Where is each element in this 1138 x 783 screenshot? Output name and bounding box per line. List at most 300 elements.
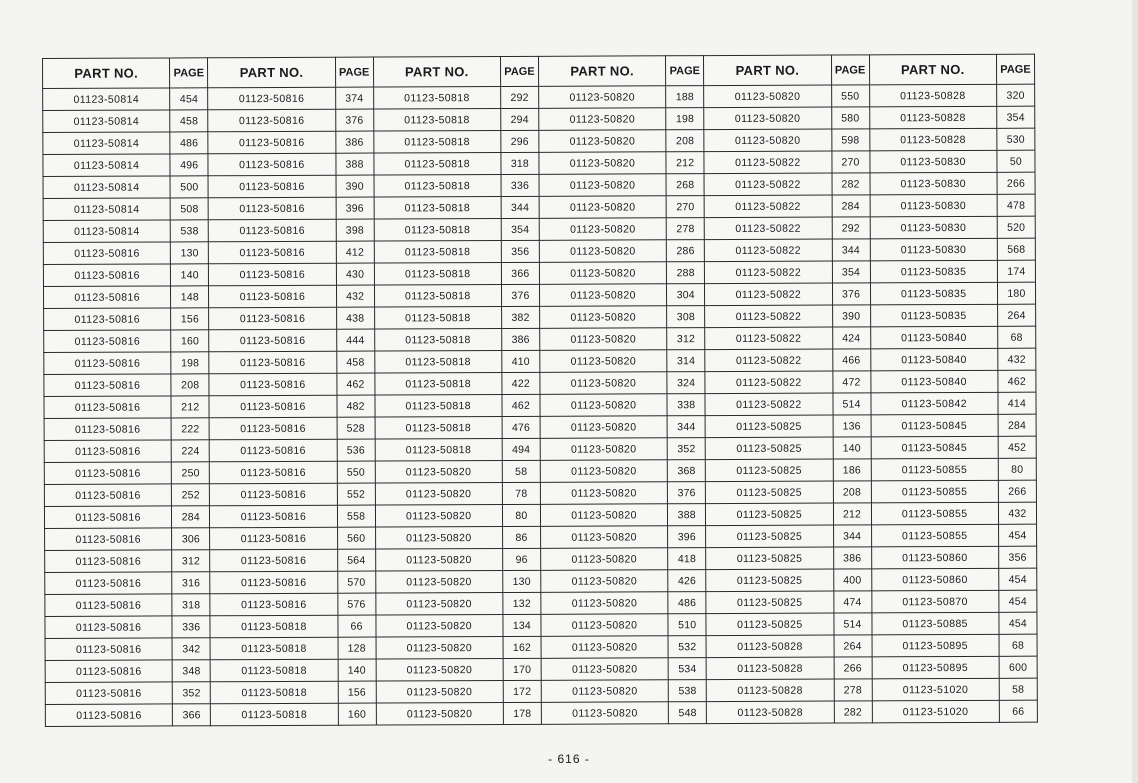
part-number-cell: 01123-50820 xyxy=(375,526,502,549)
page-number-cell: 412 xyxy=(336,241,374,263)
page-number-cell: 282 xyxy=(832,173,870,195)
page-number-cell: 270 xyxy=(666,196,704,218)
part-number-cell: 01123-50885 xyxy=(871,612,998,635)
part-number-cell: 01123-50895 xyxy=(872,634,999,657)
part-number-cell: 01123-50835 xyxy=(870,282,997,305)
page-number-cell: 354 xyxy=(501,218,539,240)
page-number-cell: 356 xyxy=(998,546,1036,568)
page-number-cell: 500 xyxy=(170,176,208,198)
page-number-cell: 410 xyxy=(502,350,540,372)
part-number-cell: 01123-50820 xyxy=(541,614,668,637)
part-number-cell: 01123-50820 xyxy=(539,108,666,131)
page-number-cell: 178 xyxy=(503,702,541,724)
page-number-cell: 376 xyxy=(501,284,539,306)
page-number-cell: 466 xyxy=(832,349,870,371)
page-number-cell: 172 xyxy=(503,680,541,702)
part-number-cell: 01123-50822 xyxy=(704,151,831,174)
page-number-cell: 432 xyxy=(998,348,1036,370)
part-number-cell: 01123-50820 xyxy=(540,394,667,417)
page-number-cell: 348 xyxy=(172,660,210,682)
page-number-cell: 474 xyxy=(833,591,871,613)
page-number-cell: 316 xyxy=(172,572,210,594)
page-number-cell: 576 xyxy=(337,593,375,615)
part-number-cell: 01123-50820 xyxy=(541,658,668,681)
part-number-cell: 01123-50820 xyxy=(540,460,667,483)
page-number-cell: 162 xyxy=(503,636,541,658)
page-number-cell: 598 xyxy=(831,129,869,151)
page-number-cell: 356 xyxy=(501,240,539,262)
page-number-cell: 388 xyxy=(335,153,373,175)
page-number-cell: 198 xyxy=(666,108,704,130)
page-number-cell: 304 xyxy=(667,284,705,306)
part-number-cell: 01123-50860 xyxy=(871,546,998,569)
part-number-cell: 01123-50818 xyxy=(210,615,337,638)
page-number-cell: 68 xyxy=(997,326,1035,348)
part-number-cell: 01123-50816 xyxy=(209,241,336,264)
page-number-cell: 66 xyxy=(999,700,1037,722)
part-number-cell: 01123-50816 xyxy=(208,197,335,220)
page-number-cell: 212 xyxy=(171,396,209,418)
part-number-cell: 01123-50816 xyxy=(44,396,171,419)
part-number-cell: 01123-50816 xyxy=(45,660,172,683)
header-page: PAGE xyxy=(666,56,704,86)
header-part-no: PART NO. xyxy=(208,57,335,88)
part-number-cell: 01123-50820 xyxy=(540,328,667,351)
part-number-cell: 01123-50820 xyxy=(540,438,667,461)
part-number-cell: 01123-50814 xyxy=(43,154,170,177)
part-number-cell: 01123-50855 xyxy=(871,524,998,547)
part-number-cell: 01123-50895 xyxy=(872,656,999,679)
part-number-cell: 01123-50828 xyxy=(706,657,833,680)
part-number-cell: 01123-50816 xyxy=(210,527,337,550)
page-number-cell: 128 xyxy=(338,637,376,659)
part-number-cell: 01123-50820 xyxy=(541,702,668,725)
page-number-cell: 548 xyxy=(669,702,707,724)
part-number-cell: 01123-50842 xyxy=(871,392,998,415)
part-number-cell: 01123-50816 xyxy=(209,351,336,374)
part-number-cell: 01123-50814 xyxy=(43,132,170,155)
page-edge xyxy=(1132,0,1138,783)
page-number-cell: 558 xyxy=(337,505,375,527)
part-number-cell: 01123-50818 xyxy=(375,416,502,439)
page-number-cell: 148 xyxy=(171,286,209,308)
page-number-cell: 352 xyxy=(667,438,705,460)
part-number-cell: 01123-50814 xyxy=(43,88,170,111)
part-number-cell: 01123-50818 xyxy=(373,108,500,131)
part-number-cell: 01123-50825 xyxy=(706,525,833,548)
page-number-cell: 458 xyxy=(336,351,374,373)
page-number-cell: 354 xyxy=(832,261,870,283)
page-number-cell: 266 xyxy=(997,172,1035,194)
page-number-cell: 476 xyxy=(502,416,540,438)
page-number-cell: 494 xyxy=(502,438,540,460)
page-number-cell: 452 xyxy=(998,436,1036,458)
page-number-cell: 186 xyxy=(833,459,871,481)
page-number-cell: 454 xyxy=(998,524,1036,546)
page-number-cell: 58 xyxy=(999,678,1037,700)
page-number-cell: 462 xyxy=(336,373,374,395)
part-number-cell: 01123-50816 xyxy=(44,308,171,331)
page-number-cell: 284 xyxy=(998,414,1036,436)
part-number-cell: 01123-50816 xyxy=(210,483,337,506)
page-number-cell: 472 xyxy=(832,371,870,393)
page-number-cell: 568 xyxy=(997,238,1035,260)
page-number-cell: 478 xyxy=(997,194,1035,216)
part-number-cell: 01123-50820 xyxy=(539,130,666,153)
part-number-cell: 01123-50822 xyxy=(705,239,832,262)
header-page: PAGE xyxy=(996,54,1034,84)
part-number-cell: 01123-50820 xyxy=(540,350,667,373)
table-row xyxy=(45,700,1037,726)
part-number-cell: 01123-50820 xyxy=(704,107,831,130)
page-number-cell: 454 xyxy=(170,88,208,110)
part-number-cell: 01123-50820 xyxy=(539,174,666,197)
part-number-cell: 01123-50820 xyxy=(541,570,668,593)
part-number-cell: 01123-50816 xyxy=(209,219,336,242)
part-number-cell: 01123-50830 xyxy=(870,238,997,261)
page-number-cell: 130 xyxy=(171,242,209,264)
page-number-cell: 338 xyxy=(667,394,705,416)
part-number-cell: 01123-50828 xyxy=(706,679,833,702)
page-number-cell: 268 xyxy=(666,174,704,196)
page-number-cell: 390 xyxy=(336,175,374,197)
page-number-cell: 282 xyxy=(834,701,872,723)
page-number-cell: 318 xyxy=(172,594,210,616)
page-number-cell: 530 xyxy=(997,128,1035,150)
part-number-cell: 01123-50816 xyxy=(210,505,337,528)
part-number-cell: 01123-50828 xyxy=(707,701,834,724)
page-number-cell: 68 xyxy=(999,634,1037,656)
part-number-cell: 01123-50814 xyxy=(43,110,170,133)
page-number-cell: 320 xyxy=(996,84,1034,106)
part-number-cell: 01123-50830 xyxy=(870,172,997,195)
header-page: PAGE xyxy=(500,56,538,86)
page-number-cell: 536 xyxy=(337,439,375,461)
part-number-cell: 01123-50825 xyxy=(706,547,833,570)
header-part-no: PART NO. xyxy=(43,58,170,89)
page-number-cell: 376 xyxy=(335,109,373,131)
page-number-cell: 580 xyxy=(831,107,869,129)
part-number-cell: 01123-50820 xyxy=(541,636,668,659)
part-number-cell: 01123-50816 xyxy=(209,285,336,308)
part-number-cell: 01123-50830 xyxy=(870,216,997,239)
page-number-cell: 264 xyxy=(997,304,1035,326)
page-number-cell: 560 xyxy=(337,527,375,549)
part-number-cell: 01123-50818 xyxy=(210,659,337,682)
page-number-cell: 344 xyxy=(501,196,539,218)
part-number-cell: 01123-50825 xyxy=(705,415,832,438)
page-number-cell: 462 xyxy=(502,394,540,416)
part-number-cell: 01123-50816 xyxy=(209,439,336,462)
part-number-cell: 01123-50816 xyxy=(44,506,171,529)
part-number-cell: 01123-50820 xyxy=(375,570,502,593)
part-number-cell: 01123-50820 xyxy=(540,306,667,329)
part-number-cell: 01123-50825 xyxy=(706,503,833,526)
page-number-cell: 278 xyxy=(834,679,872,701)
parts-index-table xyxy=(42,54,1038,727)
part-number-cell: 01123-50816 xyxy=(44,374,171,397)
part-number-cell: 01123-50828 xyxy=(869,128,996,151)
page-number-cell: 538 xyxy=(668,680,706,702)
page-number-cell: 534 xyxy=(668,658,706,680)
page-number-cell: 324 xyxy=(667,372,705,394)
part-number-cell: 01123-50814 xyxy=(43,176,170,199)
part-number-cell: 01123-50830 xyxy=(870,194,997,217)
page-number-cell: 414 xyxy=(998,392,1036,414)
page-number-cell: 208 xyxy=(171,374,209,396)
page-number-cell: 354 xyxy=(997,106,1035,128)
part-number-cell: 01123-50816 xyxy=(45,682,172,705)
page-number-cell: 294 xyxy=(501,108,539,130)
page-number-cell: 454 xyxy=(999,612,1037,634)
page-number-cell: 550 xyxy=(831,85,869,107)
part-number-cell: 01123-50855 xyxy=(871,502,998,525)
page-number-cell: 86 xyxy=(502,526,540,548)
page-number-cell: 432 xyxy=(998,502,1036,524)
part-number-cell: 01123-50816 xyxy=(43,264,170,287)
page-number-cell: 386 xyxy=(502,328,540,350)
page-number-cell: 212 xyxy=(833,503,871,525)
part-number-cell: 01123-50818 xyxy=(374,350,501,373)
part-number-cell: 01123-50818 xyxy=(374,196,501,219)
part-number-cell: 01123-50822 xyxy=(705,371,832,394)
page-number-cell: 564 xyxy=(337,549,375,571)
page-number-cell: 366 xyxy=(501,262,539,284)
page-number-cell: 296 xyxy=(501,130,539,152)
page-number-cell: 336 xyxy=(172,616,210,638)
page-number-cell: 50 xyxy=(997,150,1035,172)
page-number-cell: 514 xyxy=(833,613,871,635)
part-number-cell: 01123-50822 xyxy=(705,283,832,306)
page-number-cell: 140 xyxy=(171,264,209,286)
part-number-cell: 01123-50816 xyxy=(44,330,171,353)
part-number-cell: 01123-50820 xyxy=(376,658,503,681)
part-number-cell: 01123-50822 xyxy=(704,217,831,240)
page-number-cell: 306 xyxy=(172,528,210,550)
page-number-cell: 418 xyxy=(668,548,706,570)
page-number-cell: 432 xyxy=(336,285,374,307)
page-number-cell: 308 xyxy=(667,306,705,328)
part-number-cell: 01123-50835 xyxy=(870,304,997,327)
page-number-cell: 444 xyxy=(336,329,374,351)
table-body xyxy=(43,84,1038,726)
page-number-cell: 508 xyxy=(170,198,208,220)
page-number-cell: 212 xyxy=(666,152,704,174)
page-number-cell: 312 xyxy=(172,550,210,572)
page-number-cell: 314 xyxy=(667,350,705,372)
page-number-cell: 550 xyxy=(337,461,375,483)
part-number-cell: 01123-50818 xyxy=(373,130,500,153)
part-number-cell: 01123-50818 xyxy=(211,681,338,704)
page-number-cell: 462 xyxy=(998,370,1036,392)
part-number-cell: 01123-50822 xyxy=(705,393,832,416)
page-number-cell: 374 xyxy=(335,87,373,109)
page-number-cell: 134 xyxy=(503,614,541,636)
page-number-cell: 78 xyxy=(502,482,540,504)
page-number-cell: 156 xyxy=(338,681,376,703)
page-number-cell: 136 xyxy=(833,415,871,437)
page-number-cell: 286 xyxy=(666,240,704,262)
part-number-cell: 01123-50820 xyxy=(540,504,667,527)
part-number-cell: 01123-50820 xyxy=(539,196,666,219)
part-number-cell: 01123-50820 xyxy=(704,129,831,152)
part-number-cell: 01123-50820 xyxy=(376,680,503,703)
part-number-cell: 01123-50845 xyxy=(871,414,998,437)
part-number-cell: 01123-50820 xyxy=(704,85,831,108)
header-part-no: PART NO. xyxy=(538,56,665,87)
part-number-cell: 01123-50830 xyxy=(869,150,996,173)
part-number-cell: 01123-50828 xyxy=(706,635,833,658)
part-number-cell: 01123-50825 xyxy=(706,569,833,592)
part-number-cell: 01123-50816 xyxy=(43,242,170,265)
page-number-cell: 140 xyxy=(833,437,871,459)
part-number-cell: 01123-50820 xyxy=(375,592,502,615)
header-row xyxy=(43,54,1035,88)
page-number-cell: 344 xyxy=(833,525,871,547)
part-number-cell: 01123-50816 xyxy=(208,109,335,132)
part-number-cell: 01123-50820 xyxy=(375,548,502,571)
page-number-cell: 390 xyxy=(832,305,870,327)
page-number-cell: 486 xyxy=(170,132,208,154)
page-number-cell: 252 xyxy=(172,484,210,506)
part-number-cell: 01123-50822 xyxy=(705,305,832,328)
page-number-cell: 438 xyxy=(336,307,374,329)
page-number-cell: 130 xyxy=(503,570,541,592)
part-number-cell: 01123-50825 xyxy=(706,591,833,614)
part-number-cell: 01123-50816 xyxy=(45,616,172,639)
part-number-cell: 01123-50816 xyxy=(208,175,335,198)
part-number-cell: 01123-50816 xyxy=(44,418,171,441)
part-number-cell: 01123-50840 xyxy=(870,326,997,349)
page-number-cell: 376 xyxy=(832,283,870,305)
page-number-cell: 396 xyxy=(336,197,374,219)
page-number-cell: 376 xyxy=(668,482,706,504)
part-number-cell: 01123-50822 xyxy=(705,327,832,350)
page-number-cell: 132 xyxy=(503,592,541,614)
part-number-cell: 01123-50816 xyxy=(210,571,337,594)
part-number-cell: 01123-51020 xyxy=(872,700,999,723)
part-number-cell: 01123-50840 xyxy=(870,370,997,393)
page-number-cell: 366 xyxy=(173,704,211,726)
part-number-cell: 01123-50816 xyxy=(43,286,170,309)
part-number-cell: 01123-50818 xyxy=(374,174,501,197)
part-number-cell: 01123-50822 xyxy=(704,195,831,218)
page-number-cell: 532 xyxy=(668,636,706,658)
page-number-cell: 250 xyxy=(172,462,210,484)
part-number-cell: 01123-50816 xyxy=(210,593,337,616)
page-number-cell: 342 xyxy=(172,638,210,660)
header-page: PAGE xyxy=(170,58,208,88)
part-number-cell: 01123-50818 xyxy=(374,262,501,285)
part-number-cell: 01123-51020 xyxy=(872,678,999,701)
part-number-cell: 01123-50870 xyxy=(871,590,998,613)
page-number-cell: 430 xyxy=(336,263,374,285)
page-number-cell: 174 xyxy=(997,260,1035,282)
part-number-cell: 01123-50814 xyxy=(43,198,170,221)
page-number-cell: 66 xyxy=(337,615,375,637)
page-number-cell: 520 xyxy=(997,216,1035,238)
page-number-cell: 96 xyxy=(503,548,541,570)
part-number-cell: 01123-50822 xyxy=(705,349,832,372)
page-number-cell: 388 xyxy=(668,504,706,526)
page-number-cell: 486 xyxy=(668,592,706,614)
part-number-cell: 01123-50816 xyxy=(209,263,336,286)
part-number-cell: 01123-50818 xyxy=(374,328,501,351)
part-number-cell: 01123-50816 xyxy=(45,528,172,551)
page-number-cell: 312 xyxy=(667,328,705,350)
page-number-cell: 208 xyxy=(833,481,871,503)
page-number-cell: 510 xyxy=(668,614,706,636)
page-number-cell: 292 xyxy=(832,217,870,239)
part-number-cell: 01123-50816 xyxy=(44,462,171,485)
page-number-cell: 344 xyxy=(667,416,705,438)
page-number-cell: 396 xyxy=(668,526,706,548)
page-number-cell: 156 xyxy=(171,308,209,330)
part-number-cell: 01123-50855 xyxy=(871,480,998,503)
header-part-no: PART NO. xyxy=(869,54,996,85)
part-number-cell: 01123-50818 xyxy=(374,306,501,329)
page-number-cell: 292 xyxy=(501,86,539,108)
part-number-cell: 01123-50816 xyxy=(208,87,335,110)
page-number-cell: 426 xyxy=(668,570,706,592)
page-number-cell: 208 xyxy=(666,130,704,152)
page-number-cell: 160 xyxy=(171,330,209,352)
page-number-cell: 422 xyxy=(502,372,540,394)
page-number-cell: 482 xyxy=(337,395,375,417)
part-number-cell: 01123-50820 xyxy=(375,504,502,527)
part-number-cell: 01123-50816 xyxy=(45,638,172,661)
part-number-cell: 01123-50820 xyxy=(540,482,667,505)
page-number-cell: 368 xyxy=(667,460,705,482)
part-number-cell: 01123-50818 xyxy=(374,152,501,175)
part-number-cell: 01123-50816 xyxy=(210,549,337,572)
page-number-cell: 278 xyxy=(666,218,704,240)
part-number-cell: 01123-50816 xyxy=(209,373,336,396)
part-number-cell: 01123-50820 xyxy=(376,636,503,659)
part-number-cell: 01123-50840 xyxy=(870,348,997,371)
header-part-no: PART NO. xyxy=(704,55,831,86)
page-number-cell: 188 xyxy=(666,86,704,108)
part-number-cell: 01123-50816 xyxy=(45,704,172,727)
page-number-cell: 266 xyxy=(834,657,872,679)
part-number-cell: 01123-50820 xyxy=(540,372,667,395)
page-number-cell: 266 xyxy=(998,480,1036,502)
part-number-cell: 01123-50820 xyxy=(539,240,666,263)
part-number-cell: 01123-50816 xyxy=(209,307,336,330)
part-number-cell: 01123-50855 xyxy=(871,458,998,481)
page-number-cell: 400 xyxy=(833,569,871,591)
part-number-cell: 01123-50820 xyxy=(541,548,668,571)
page-number-cell: 424 xyxy=(832,327,870,349)
page-number-cell: 288 xyxy=(667,262,705,284)
part-number-cell: 01123-50825 xyxy=(705,437,832,460)
part-number-cell: 01123-50818 xyxy=(374,240,501,263)
page-number-cell: 224 xyxy=(171,440,209,462)
part-number-cell: 01123-50816 xyxy=(45,594,172,617)
part-number-cell: 01123-50816 xyxy=(44,484,171,507)
part-number-cell: 01123-50860 xyxy=(871,568,998,591)
part-number-cell: 01123-50822 xyxy=(704,173,831,196)
part-number-cell: 01123-50820 xyxy=(375,482,502,505)
page-number-cell: 454 xyxy=(999,590,1037,612)
page-number-cell: 570 xyxy=(337,571,375,593)
page-number-cell: 514 xyxy=(832,393,870,415)
part-number-cell: 01123-50820 xyxy=(540,416,667,439)
page-number-cell: 318 xyxy=(501,152,539,174)
page-number-cell: 398 xyxy=(336,219,374,241)
page-number-cell: 80 xyxy=(998,458,1036,480)
part-number-cell: 01123-50828 xyxy=(869,84,996,107)
